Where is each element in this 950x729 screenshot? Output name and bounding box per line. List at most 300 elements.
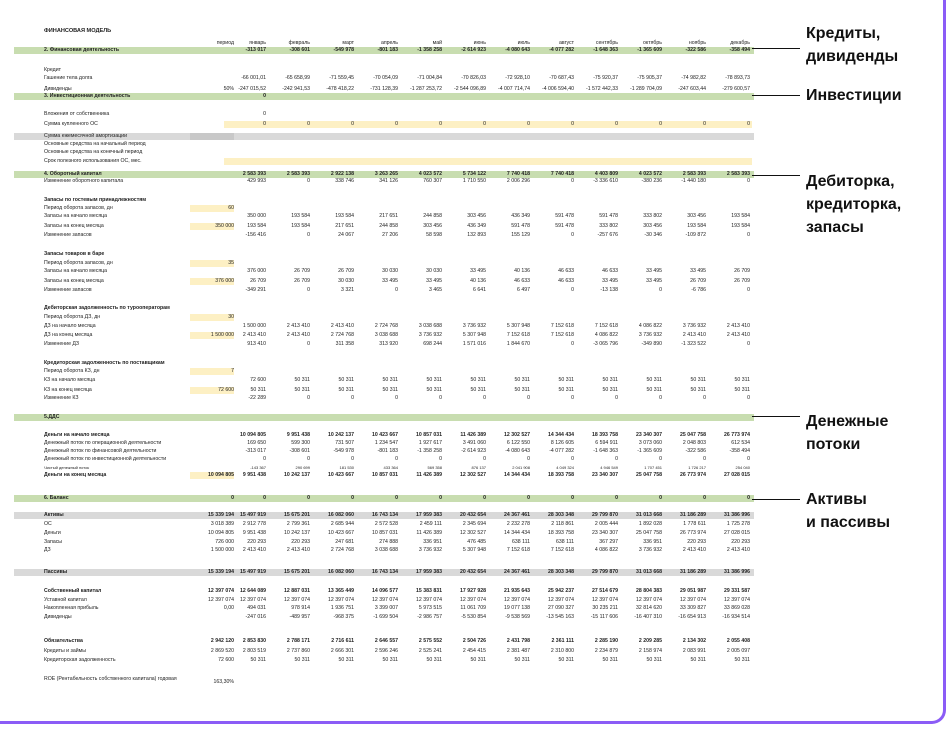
value-cell: 0 bbox=[571, 340, 574, 347]
value-cell: 476 485 bbox=[467, 538, 486, 545]
row-label: 6. Баланс bbox=[44, 494, 69, 501]
value-cell: 50 311 bbox=[602, 376, 618, 383]
value-cell: 0 bbox=[395, 455, 398, 462]
table-row bbox=[14, 133, 754, 140]
value-cell: -801 183 bbox=[377, 447, 398, 454]
value-cell: 2 158 974 bbox=[638, 647, 662, 654]
value-cell: 25 047 758 bbox=[636, 529, 662, 536]
value-cell: 0 bbox=[263, 92, 266, 99]
value-cell: -75 920,37 bbox=[593, 74, 618, 81]
value-cell: 31 013 668 bbox=[636, 511, 662, 518]
period-cell[interactable]: 35 bbox=[190, 260, 234, 267]
value-cell: 2 232 278 bbox=[506, 520, 530, 527]
value-cell: 731 507 bbox=[335, 439, 354, 446]
value-cell: 193 584 bbox=[335, 212, 354, 219]
row-label: Деньги на конец месяца bbox=[44, 471, 107, 478]
value-cell: 50 311 bbox=[734, 386, 750, 393]
value-cell: 50 311 bbox=[382, 656, 398, 663]
value-cell: 0 bbox=[747, 394, 750, 401]
value-cell: -4 077 282 bbox=[549, 447, 574, 454]
value-cell: 33 495 bbox=[602, 277, 618, 284]
value-cell: -71 004,84 bbox=[417, 74, 442, 81]
table-row bbox=[14, 638, 754, 645]
table-row bbox=[14, 368, 754, 375]
table-row bbox=[14, 539, 754, 546]
value-cell: -489 957 bbox=[289, 613, 310, 620]
table-row bbox=[14, 121, 754, 128]
value-cell: -72 928,10 bbox=[505, 74, 530, 81]
row-label: ДЗ на конец месяца bbox=[44, 331, 93, 338]
value-cell: -30 346 bbox=[644, 231, 662, 238]
value-cell: 3 736 932 bbox=[638, 546, 662, 553]
value-cell: 12 397 074 bbox=[592, 596, 618, 603]
value-cell: -1 365 609 bbox=[637, 46, 662, 53]
value-cell: 333 802 bbox=[599, 222, 618, 229]
table-row bbox=[14, 588, 754, 595]
value-cell: 8 126 605 bbox=[550, 439, 574, 446]
value-cell: 217 651 bbox=[379, 212, 398, 219]
value-cell: 16 082 060 bbox=[328, 511, 354, 518]
value-cell: 1 571 016 bbox=[462, 340, 486, 347]
value-cell: 2 922 138 bbox=[330, 170, 354, 177]
value-cell: 7 740 418 bbox=[506, 170, 530, 177]
month-header: октябрь bbox=[643, 39, 662, 46]
value-cell: 220 293 bbox=[247, 538, 266, 545]
value-cell: -549 978 bbox=[333, 447, 354, 454]
value-cell: 2 413 410 bbox=[682, 331, 706, 338]
value-cell: 169 650 bbox=[247, 439, 266, 446]
value-cell: 2 724 768 bbox=[330, 546, 354, 553]
value-cell: 2 803 519 bbox=[242, 647, 266, 654]
value-cell: -242 941,53 bbox=[282, 85, 310, 92]
value-cell: 0 bbox=[747, 494, 750, 501]
value-cell: -2 986 757 bbox=[417, 613, 442, 620]
row-label: Пассивы bbox=[44, 568, 68, 575]
value-cell: 638 111 bbox=[512, 538, 530, 545]
value-cell: 12 397 074 bbox=[284, 596, 310, 603]
value-cell: 333 802 bbox=[643, 212, 662, 219]
value-cell: 7 152 618 bbox=[550, 322, 574, 329]
value-cell: 1 892 028 bbox=[638, 520, 662, 527]
period-cell[interactable]: 10 094 805 bbox=[190, 472, 234, 479]
value-cell: 336 951 bbox=[643, 538, 662, 545]
table-row bbox=[14, 464, 754, 471]
value-cell: 12 887 031 bbox=[284, 587, 310, 594]
value-cell: 155 129 bbox=[511, 231, 530, 238]
value-cell: -65 658,99 bbox=[285, 74, 310, 81]
value-cell: 50 311 bbox=[338, 656, 354, 663]
value-cell: 27 206 bbox=[382, 231, 398, 238]
value-cell: 0 bbox=[395, 120, 398, 127]
row-label: Изменение ДЗ bbox=[44, 340, 80, 347]
value-cell: 25 047 758 bbox=[636, 471, 662, 478]
value-cell: 3 038 688 bbox=[374, 546, 398, 553]
table-row bbox=[14, 341, 754, 348]
value-cell: 0 bbox=[615, 394, 618, 401]
value-cell: 6 122 550 bbox=[506, 439, 530, 446]
value-cell: 10 857 031 bbox=[372, 529, 398, 536]
value-cell: 10 094 805 bbox=[240, 431, 266, 438]
value-cell: -16 407 310 bbox=[634, 613, 662, 620]
row-label: Запасы товаров в баре bbox=[44, 250, 105, 257]
value-cell: -4 007 714,74 bbox=[497, 85, 530, 92]
value-cell: -109 872 bbox=[685, 231, 706, 238]
row-label: Кредиторская задолженность по поставщикам bbox=[44, 359, 165, 366]
value-cell: 23 340 307 bbox=[592, 471, 618, 478]
period-cell[interactable]: 72 600 bbox=[190, 387, 234, 394]
value-cell: 5 973 515 bbox=[418, 604, 442, 611]
value-cell: 2 788 171 bbox=[286, 637, 310, 644]
period-cell: 50% bbox=[223, 85, 234, 92]
row-label: 5.ДДС bbox=[44, 413, 60, 420]
value-cell: 0 bbox=[571, 177, 574, 184]
value-cell: 2 583 393 bbox=[286, 170, 310, 177]
value-cell: 50 311 bbox=[294, 656, 310, 663]
table-row bbox=[14, 141, 754, 148]
table-row bbox=[14, 597, 754, 604]
value-cell: 0 bbox=[307, 494, 310, 501]
value-cell: -70 826,03 bbox=[461, 74, 486, 81]
value-cell: 26 709 bbox=[338, 267, 354, 274]
value-cell: 15 497 919 bbox=[240, 568, 266, 575]
table-row bbox=[14, 178, 754, 185]
value-cell: 336 951 bbox=[423, 538, 442, 545]
value-cell: 6 641 bbox=[473, 286, 486, 293]
annotation-connector bbox=[752, 175, 800, 176]
value-cell: -313 017 bbox=[245, 46, 266, 53]
row-label: Изменение оборотного капитала bbox=[44, 177, 124, 184]
table-row bbox=[14, 287, 754, 294]
value-cell: 33 495 bbox=[426, 277, 442, 284]
row-label: Кредит bbox=[44, 66, 61, 73]
value-cell: 2 083 991 bbox=[682, 647, 706, 654]
value-cell: 12 302 527 bbox=[460, 471, 486, 478]
value-cell: 27 028 015 bbox=[724, 529, 750, 536]
value-cell: 0 bbox=[615, 494, 618, 501]
value-cell: 913 410 bbox=[247, 340, 266, 347]
period-cell[interactable]: 1 500 000 bbox=[190, 332, 234, 339]
value-cell: 0 bbox=[483, 120, 486, 127]
value-cell: 303 456 bbox=[467, 212, 486, 219]
period-cell: 3 018 389 bbox=[210, 520, 234, 527]
value-cell: -22 289 bbox=[248, 394, 266, 401]
value-cell: 7 152 618 bbox=[550, 546, 574, 553]
value-cell: 193 584 bbox=[291, 222, 310, 229]
value-cell: 3 399 007 bbox=[374, 604, 398, 611]
value-cell: 50 311 bbox=[602, 386, 618, 393]
value-cell: 14 344 434 bbox=[504, 471, 530, 478]
table-row bbox=[14, 251, 754, 258]
period-header: период bbox=[216, 39, 234, 46]
value-cell: 2 572 528 bbox=[374, 520, 398, 527]
value-cell: -1 699 504 bbox=[373, 613, 398, 620]
value-cell: 2 055 408 bbox=[726, 637, 750, 644]
value-cell: 26 773 974 bbox=[680, 471, 706, 478]
value-cell: 0 bbox=[439, 494, 442, 501]
value-cell: 33 495 bbox=[382, 277, 398, 284]
input-cell[interactable] bbox=[190, 133, 234, 140]
value-cell: 12 397 074 bbox=[460, 596, 486, 603]
value-cell: 27 028 015 bbox=[724, 471, 750, 478]
table-row bbox=[14, 149, 754, 156]
value-cell: 12 302 527 bbox=[504, 431, 530, 438]
value-cell: 50 311 bbox=[646, 376, 662, 383]
value-cell: -16 654 913 bbox=[678, 613, 706, 620]
value-cell: 50 311 bbox=[426, 386, 442, 393]
value-cell: -78 893,73 bbox=[725, 74, 750, 81]
month-header: апрель bbox=[380, 39, 398, 46]
value-cell: 0 bbox=[351, 494, 354, 501]
value-cell: 15 675 201 bbox=[284, 511, 310, 518]
period-cell: 0,00 bbox=[223, 604, 234, 611]
sheet-title: ФИНАНСОВАЯ МОДЕЛЬ bbox=[44, 28, 112, 34]
row-label: Запасы на начало месяца bbox=[44, 212, 108, 219]
period-cell[interactable]: 350 000 bbox=[190, 223, 234, 230]
table-row bbox=[14, 323, 754, 330]
annotation-label: Кредиты, дивиденды bbox=[806, 25, 899, 66]
value-cell: 10 857 031 bbox=[416, 431, 442, 438]
value-cell: 10 423 667 bbox=[328, 471, 354, 478]
value-cell: 18 393 758 bbox=[548, 471, 574, 478]
period-cell: 10 094 805 bbox=[208, 529, 234, 536]
table-row bbox=[14, 530, 754, 537]
table-row bbox=[14, 158, 754, 165]
row-label: Накопленная прибыль bbox=[44, 604, 99, 611]
value-cell: 494 031 bbox=[247, 604, 266, 611]
period-cell: 15 339 194 bbox=[208, 568, 234, 575]
value-cell: 50 311 bbox=[690, 656, 706, 663]
value-cell: 2 525 241 bbox=[418, 647, 442, 654]
value-cell: 0 bbox=[263, 494, 266, 501]
value-cell: 15 497 919 bbox=[240, 511, 266, 518]
value-cell: 876 137 bbox=[471, 464, 486, 470]
value-cell: 2 381 487 bbox=[506, 647, 530, 654]
value-cell: 50 311 bbox=[382, 376, 398, 383]
value-cell: 2 285 190 bbox=[594, 637, 618, 644]
value-cell: 28 804 383 bbox=[636, 587, 662, 594]
annotation-label: Денежные потоки bbox=[806, 413, 889, 454]
value-cell: 193 584 bbox=[731, 212, 750, 219]
value-cell: 2 413 410 bbox=[330, 322, 354, 329]
value-cell: 2 234 879 bbox=[594, 647, 618, 654]
table-row bbox=[14, 314, 754, 321]
value-cell: 0 bbox=[263, 110, 266, 117]
value-cell: 0 bbox=[659, 455, 662, 462]
value-cell: 12 397 074 bbox=[240, 596, 266, 603]
value-cell: 50 311 bbox=[734, 656, 750, 663]
value-cell: 30 030 bbox=[338, 277, 354, 284]
value-cell: 2 737 860 bbox=[286, 647, 310, 654]
value-cell: 12 397 074 bbox=[680, 596, 706, 603]
value-cell: 0 bbox=[439, 120, 442, 127]
row-label: Изменение КЗ bbox=[44, 394, 79, 401]
value-cell: 50 311 bbox=[338, 386, 354, 393]
value-cell: 0 bbox=[483, 494, 486, 501]
value-cell: 26 709 bbox=[250, 277, 266, 284]
value-cell: 0 bbox=[659, 286, 662, 293]
value-cell: 436 349 bbox=[511, 212, 530, 219]
value-cell: 14 344 434 bbox=[548, 431, 574, 438]
period-cell[interactable]: 376 000 bbox=[190, 278, 234, 285]
row-label: Период оборота запасов, дн bbox=[44, 204, 113, 211]
value-cell: 591 478 bbox=[511, 222, 530, 229]
value-cell: 18 393 758 bbox=[548, 529, 574, 536]
annotation-connector bbox=[752, 95, 800, 96]
value-cell: 311 358 bbox=[335, 340, 354, 347]
row-label: ROE (Рентабельность собственного капитала) годовая bbox=[44, 676, 177, 682]
value-cell: 29 799 870 bbox=[592, 568, 618, 575]
header-row bbox=[14, 40, 754, 47]
value-cell: 2 583 393 bbox=[682, 170, 706, 177]
value-cell: -308 601 bbox=[289, 447, 310, 454]
value-cell: 760 307 bbox=[423, 177, 442, 184]
value-cell: 0 bbox=[571, 455, 574, 462]
value-cell: -801 183 bbox=[377, 46, 398, 53]
annotation-label: Дебиторка, кредиторка, запасы bbox=[806, 173, 902, 237]
value-cell: 0 bbox=[615, 455, 618, 462]
row-label: Вложения от собственника bbox=[44, 110, 110, 117]
table-row bbox=[14, 205, 754, 212]
value-cell: -358 494 bbox=[729, 46, 750, 53]
value-cell: 11 061 709 bbox=[460, 604, 486, 611]
value-cell: 10 857 031 bbox=[372, 471, 398, 478]
period-cell: 1 500 000 bbox=[210, 546, 234, 553]
value-cell: 10 423 667 bbox=[372, 431, 398, 438]
value-cell: 0 bbox=[703, 494, 706, 501]
value-cell: 7 152 618 bbox=[550, 331, 574, 338]
value-cell: 2 685 944 bbox=[330, 520, 354, 527]
annotation-label: Инвестиции bbox=[806, 87, 902, 104]
value-cell: 7 152 618 bbox=[594, 322, 618, 329]
value-cell: 0 bbox=[395, 394, 398, 401]
value-cell: 5 307 948 bbox=[506, 322, 530, 329]
value-cell: 30 235 211 bbox=[592, 604, 618, 611]
value-cell: 2 575 552 bbox=[418, 637, 442, 644]
value-cell: 193 584 bbox=[291, 212, 310, 219]
value-cell: 2 646 557 bbox=[374, 637, 398, 644]
period-cell[interactable]: 30 bbox=[190, 314, 234, 321]
value-cell: 28 303 348 bbox=[548, 511, 574, 518]
value-cell: 3 263 265 bbox=[374, 170, 398, 177]
value-cell: 591 478 bbox=[599, 212, 618, 219]
value-cell: 4 946 549 bbox=[600, 464, 618, 470]
value-cell: 0 bbox=[351, 394, 354, 401]
value-cell: -478 418,22 bbox=[326, 85, 354, 92]
value-cell: 0 bbox=[703, 455, 706, 462]
value-cell: 9 951 438 bbox=[242, 529, 266, 536]
value-cell: -968 375 bbox=[333, 613, 354, 620]
row-label: КЗ на начало месяца bbox=[44, 376, 96, 383]
value-cell: 11 426 389 bbox=[416, 471, 442, 478]
table-row bbox=[14, 305, 754, 312]
value-cell: 341 126 bbox=[379, 177, 398, 184]
value-cell: 29 331 587 bbox=[724, 587, 750, 594]
value-cell: 247 681 bbox=[335, 538, 354, 545]
value-cell: 0 bbox=[263, 120, 266, 127]
row-label: Деньги bbox=[44, 529, 61, 536]
value-cell: -322 586 bbox=[685, 447, 706, 454]
month-header: февраль bbox=[288, 39, 310, 46]
value-cell: 16 082 060 bbox=[328, 568, 354, 575]
value-cell: 25 047 758 bbox=[680, 431, 706, 438]
value-cell: 698 244 bbox=[423, 340, 442, 347]
value-cell: 12 302 527 bbox=[460, 529, 486, 536]
value-cell: 0 bbox=[483, 394, 486, 401]
value-cell: 17 959 383 bbox=[416, 511, 442, 518]
value-cell: -13 545 163 bbox=[546, 613, 574, 620]
value-cell: 0 bbox=[439, 394, 442, 401]
annotation-connector bbox=[752, 499, 800, 500]
period-cell[interactable]: 60 bbox=[190, 205, 234, 212]
value-cell: -70 687,43 bbox=[549, 74, 574, 81]
table-row bbox=[14, 440, 754, 447]
table-row bbox=[14, 395, 754, 402]
value-cell: 2 005 444 bbox=[594, 520, 618, 527]
value-cell: 13 365 449 bbox=[328, 587, 354, 594]
value-cell: 0 bbox=[747, 231, 750, 238]
value-cell: 23 340 307 bbox=[592, 529, 618, 536]
table-row bbox=[14, 197, 754, 204]
value-cell: 0 bbox=[747, 340, 750, 347]
value-cell: 50 311 bbox=[558, 656, 574, 663]
value-cell: 33 309 827 bbox=[680, 604, 706, 611]
value-cell: 2 583 393 bbox=[242, 170, 266, 177]
value-cell: 33 495 bbox=[690, 267, 706, 274]
value-cell: 2 596 246 bbox=[374, 647, 398, 654]
value-cell: -16 934 514 bbox=[722, 613, 750, 620]
table-row bbox=[14, 47, 754, 54]
value-cell: 3 736 932 bbox=[462, 322, 486, 329]
value-cell: 0 bbox=[307, 177, 310, 184]
value-cell: 3 073 060 bbox=[638, 439, 662, 446]
value-cell: 3 038 688 bbox=[374, 331, 398, 338]
period-cell: 72 600 bbox=[218, 656, 234, 663]
value-cell: 3 465 bbox=[429, 286, 442, 293]
value-cell: -156 416 bbox=[245, 231, 266, 238]
value-cell: 2 413 410 bbox=[286, 546, 310, 553]
row-label: Денежный поток по операционной деятельности bbox=[44, 439, 162, 446]
table-row bbox=[14, 67, 754, 74]
value-cell: -247 016 bbox=[245, 613, 266, 620]
value-cell: 3 736 932 bbox=[638, 331, 662, 338]
value-cell: 274 888 bbox=[379, 538, 398, 545]
value-cell: 2 413 410 bbox=[242, 331, 266, 338]
value-cell: 46 633 bbox=[558, 277, 574, 284]
value-cell: 0 bbox=[571, 286, 574, 293]
value-cell: 244 858 bbox=[379, 222, 398, 229]
value-cell: -6 786 bbox=[691, 286, 706, 293]
value-cell: 12 397 074 bbox=[724, 596, 750, 603]
value-cell: 350 000 bbox=[247, 212, 266, 219]
month-header: август bbox=[558, 39, 574, 46]
table-row bbox=[14, 268, 754, 275]
row-label: Дебиторская задолженность по турооператорам bbox=[44, 304, 170, 311]
value-cell: 2 048 803 bbox=[682, 439, 706, 446]
value-cell: -3 065 796 bbox=[593, 340, 618, 347]
value-cell: 50 311 bbox=[426, 656, 442, 663]
table-row bbox=[14, 86, 754, 93]
value-cell: 2 134 302 bbox=[682, 637, 706, 644]
row-label: Деньги на начало месяца bbox=[44, 431, 110, 438]
value-cell: 181 530 bbox=[339, 464, 354, 470]
value-cell: 40 136 bbox=[514, 267, 530, 274]
period-cell[interactable]: 7 bbox=[190, 368, 234, 375]
value-cell: 72 600 bbox=[250, 376, 266, 383]
value-cell: 0 bbox=[351, 455, 354, 462]
month-header: сентябрь bbox=[595, 39, 618, 46]
value-cell: 290 699 bbox=[295, 464, 310, 470]
annotation-connector bbox=[752, 416, 800, 417]
